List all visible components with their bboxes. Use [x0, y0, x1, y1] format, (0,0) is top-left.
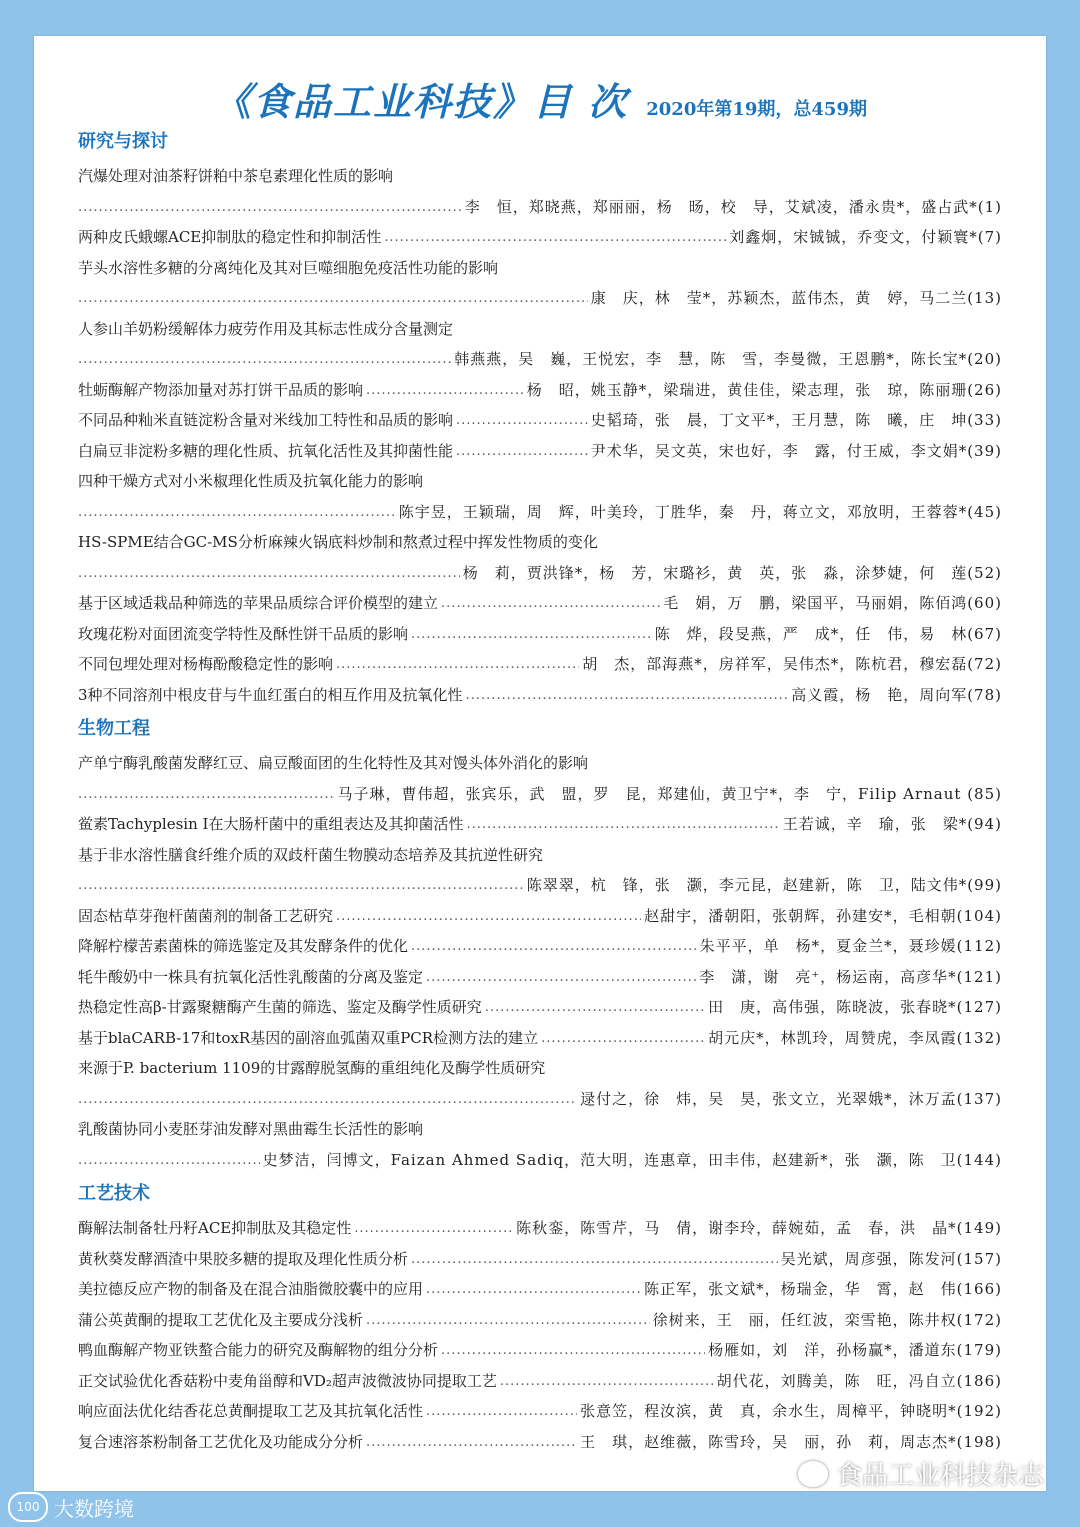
toc-content	[78, 123, 1002, 1457]
authors-page: 刘鑫炯，宋铖铖，乔变文，付颖寰*(7)	[729, 228, 1002, 246]
dot-leader	[384, 223, 726, 253]
authors-page: 陈秋銮，陈雪芹，马 倩，谢李玲，薛婉茹，孟 春，洪 晶*(149)	[516, 1219, 1002, 1237]
authors-page: 史韬琦，张 晨，丁文平*，王月慧，陈 曦，庄 坤(33)	[590, 411, 1002, 429]
dot-leader	[336, 650, 579, 680]
article-title: 汽爆处理对油茶籽饼粕中茶皂素理化性质的影响	[78, 167, 394, 185]
dot-leader	[411, 932, 697, 962]
authors-page: 陈正军，张文斌*，杨瑞金，华 霄，赵 伟(166)	[644, 1280, 1002, 1298]
authors-page: 高义霞，杨 艳，周向军(78)	[791, 685, 1002, 704]
authors-page: 逯付之，徐 炜，吴 昊，张文立，光翠娥*，沐万孟(137)	[580, 1089, 1002, 1108]
article-title: 乳酸菌协同小麦胚芽油发酵对黑曲霉生长活性的影响	[78, 1120, 424, 1138]
dot-leader	[78, 193, 462, 223]
article-title: 鸭血酶解产物亚铁螯合能力的研究及酶解物的组分分析	[78, 1341, 439, 1359]
toc-entry[interactable]	[78, 1084, 1002, 1115]
toc-entry[interactable]	[78, 1053, 1002, 1084]
article-title: 两种皮氏蛾螺ACE抑制肽的稳定性和抑制活性	[78, 228, 382, 246]
article-title: 四种干燥方式对小米椒理化性质及抗氧化能力的影响	[78, 472, 424, 490]
toc-entry[interactable]	[78, 1366, 1002, 1397]
toc-entry[interactable]	[78, 222, 1002, 253]
dot-leader	[426, 1275, 641, 1305]
toc-entry[interactable]	[78, 962, 1002, 993]
section-heading: 生物工程	[78, 718, 150, 739]
toc-entry[interactable]	[78, 344, 1002, 375]
authors-page: 陈翠翠，杭 锋，张 灏，李元昆，赵建新，陈 卫，陆文伟*(99)	[526, 876, 1002, 894]
toc-entry[interactable]	[78, 375, 1002, 406]
authors-page: 杨 莉，贾洪锋*，杨 芳，宋璐衫，黄 英，张 淼，涂梦婕，何 莲(52)	[462, 563, 1002, 582]
dot-leader	[466, 810, 779, 840]
toc-entry[interactable]	[78, 1427, 1002, 1458]
dot-leader	[366, 1428, 577, 1458]
section-heading: 工艺技术	[78, 1183, 150, 1204]
dot-leader	[426, 963, 696, 993]
authors-page: 毛 娟，万 鹏，梁国平，马丽娟，陈佰鸿(60)	[663, 594, 1002, 612]
toc-entry[interactable]	[78, 1305, 1002, 1336]
article-title: 降解柠檬苦素菌株的筛选鉴定及其发酵条件的优化	[78, 937, 409, 955]
authors-page: 李 恒，郑晓燕，郑丽丽，杨 旸，校 导，艾斌凌，潘永贵*，盛占武*(1)	[464, 197, 1002, 216]
article-title: 白扁豆非淀粉多糖的理化性质、抗氧化活性及其抑菌性能	[78, 441, 454, 460]
article-title: HS-SPME结合GC-MS分析麻辣火锅底料炒制和熬煮过程中挥发性物质的变化	[78, 533, 598, 551]
toc-entry[interactable]	[78, 992, 1002, 1023]
article-title: 基于非水溶性膳食纤维介质的双歧杆菌生物膜动态培养及其抗逆性研究	[78, 845, 544, 864]
toc-entry[interactable]	[78, 870, 1002, 901]
article-title: 3种不同溶剂中根皮苷与牛血红蛋白的相互作用及抗氧化性	[78, 685, 463, 704]
toc-entry[interactable]	[78, 840, 1002, 871]
article-title: 热稳定性高β-甘露聚糖酶产生菌的筛选、鉴定及酶学性质研究	[78, 998, 482, 1016]
toc-entry[interactable]	[78, 809, 1002, 840]
section-heading: 研究与探讨	[78, 131, 168, 152]
article-title: 黄秋葵发酵酒渣中果胶多糖的提取及理化性质分析	[78, 1249, 409, 1268]
article-title: 蒲公英黄酮的提取工艺优化及主要成分浅析	[78, 1310, 364, 1329]
toc-entry[interactable]	[78, 1244, 1002, 1275]
dot-leader	[78, 1146, 260, 1176]
toc-entry[interactable]	[78, 619, 1002, 650]
dot-leader	[78, 780, 334, 810]
dot-leader	[411, 1245, 778, 1275]
article-title: 牦牛酸奶中一株具有抗氧化活性乳酸菌的分离及鉴定	[78, 967, 424, 986]
toc-entry[interactable]	[78, 558, 1002, 589]
article-title: 不同品种籼米直链淀粉含量对米线加工特性和品质的影响	[78, 411, 454, 429]
dot-leader	[78, 498, 396, 528]
authors-page: 胡代花，刘腾美，陈 旺，冯自立(186)	[716, 1371, 1002, 1390]
watermark-left-text: 大数跨境	[54, 1496, 134, 1521]
dot-leader	[78, 284, 588, 314]
dot-leader	[426, 1397, 577, 1427]
toc-entry[interactable]	[78, 1114, 1002, 1145]
dot-leader	[541, 1024, 705, 1054]
article-title: 响应面法优化结香花总黄酮提取工艺及其抗氧化活性	[78, 1402, 424, 1420]
dot-leader	[466, 681, 789, 711]
toc-entry[interactable]	[78, 1274, 1002, 1305]
authors-page: 杨 昭，姚玉静*，梁瑞进，黄佳佳，梁志理，张 琼，陈丽珊(26)	[526, 380, 1002, 399]
article-title: 人参山羊奶粉缓解体力疲劳作用及其标志性成分含量测定	[78, 319, 454, 338]
dot-leader	[366, 376, 524, 406]
authors-page: 史梦洁，闫博文，Faizan Ahmed Sadiq，范大明，连惠章，田丰伟，赵建新*，张 灏，陈 卫(144)	[262, 1150, 1002, 1169]
toc-page	[34, 36, 1046, 1491]
authors-page: 胡元庆*，林凯玲，周赞虎，李凤霞(132)	[708, 1028, 1002, 1047]
article-title: 基于blaCARB-17和toxR基因的副溶血弧菌双重PCR检测方法的建立	[78, 1028, 539, 1047]
toc-entry[interactable]	[78, 1213, 1002, 1244]
dot-leader	[78, 345, 451, 375]
authors-page: 胡 杰，部海燕*，房祥军，吴伟杰*，陈杭君，穆宏磊(72)	[582, 655, 1002, 673]
authors-page: 田 庚，高伟强，陈晓波，张春晓*(127)	[708, 998, 1002, 1016]
dot-leader	[441, 1336, 705, 1366]
authors-page: 赵甜宇，潘朝阳，张朝辉，孙建安*，毛相朝(104)	[644, 906, 1002, 925]
journal-title: 《食品工业科技》目 次	[213, 79, 629, 124]
article-title: 固态枯草芽孢杆菌菌剂的制备工艺研究	[78, 906, 334, 925]
dot-leader	[441, 589, 660, 619]
authors-page: 陈宇昱，王颖瑞，周 辉，叶美玲，丁胜华，秦 丹，蒋立文，邓放明，王蓉蓉*(45)	[398, 502, 1002, 521]
watermark-right	[798, 1455, 1044, 1492]
article-title: 来源于P. bacterium 1109的甘露醇脱氢酶的重组纯化及酶学性质研究	[78, 1059, 546, 1077]
authors-page: 吴光斌，周彦强，陈发河(157)	[780, 1249, 1002, 1268]
authors-page: 杨雁如，刘 洋，孙杨赢*，潘道东(179)	[708, 1341, 1002, 1359]
article-title: 基于区域适栽品种筛选的苹果品质综合评价模型的建立	[78, 594, 439, 612]
issue-info: 2020年第19期，总459期	[646, 99, 867, 120]
toc-entry[interactable]	[78, 466, 1002, 497]
dot-leader	[485, 993, 705, 1023]
toc-entry[interactable]	[78, 588, 1002, 619]
authors-page: 马子琳，曹伟超，张宾乐，武 盟，罗 昆，郑建仙，黄卫宁*，李 宁，Filip Arnaut (85)	[337, 784, 1002, 803]
article-title: 芋头水溶性多糖的分离纯化及其对巨噬细胞免疫活性功能的影响	[78, 258, 499, 277]
watermark-right-text: 食品工业科技杂志	[835, 1461, 1044, 1491]
toc-entry[interactable]	[78, 1145, 1002, 1176]
article-title: 正交试验优化香菇粉中麦角甾醇和VD₂超声波微波协同提取工艺	[78, 1371, 497, 1390]
authors-page: 王若诚，辛 瑜，张 梁*(94)	[782, 815, 1002, 833]
dot-leader	[456, 437, 588, 467]
masthead	[34, 62, 1046, 132]
authors-page: 朱平平，单 杨*，夏金兰*，聂珍媛(112)	[699, 937, 1002, 955]
dot-leader	[336, 902, 641, 932]
authors-page: 陈 烨，段旻燕，严 成*，任 伟，易 林(67)	[654, 624, 1002, 643]
authors-page: 尹术华，吴文英，宋也好，李 露，付王威，李文娟*(39)	[590, 441, 1002, 460]
article-title: 美拉德反应产物的制备及在混合油脂微胶囊中的应用	[78, 1280, 424, 1298]
source-logo-icon: 100	[8, 1492, 48, 1522]
authors-page: 徐树来，王 丽，任红波，栾雪艳，陈井权(172)	[652, 1310, 1002, 1329]
toc-entry[interactable]	[78, 436, 1002, 467]
toc-entry[interactable]	[78, 649, 1002, 680]
dot-leader	[456, 406, 588, 436]
toc-entry[interactable]	[78, 1335, 1002, 1366]
toc-entry[interactable]	[78, 161, 1002, 192]
article-title: 牡蛎酶解产物添加量对苏打饼干品质的影响	[78, 380, 364, 399]
toc-entry[interactable]	[78, 931, 1002, 962]
authors-page: 王 琪，赵维薇，陈雪玲，吴 丽，孙 莉，周志杰*(198)	[580, 1432, 1002, 1451]
toc-entry[interactable]	[78, 497, 1002, 528]
authors-page: 张意笠，程汝滨，黄 真，余水生，周樟平，钟晓明*(192)	[580, 1402, 1002, 1420]
watermark-left	[8, 1492, 134, 1522]
article-title: 玫瑰花粉对面团流变学特性及酥性饼干品质的影响	[78, 624, 409, 643]
authors-page: 李 潇，谢 亮⁺，杨运南，高彦华*(121)	[699, 967, 1002, 986]
article-title: 复合速溶茶粉制备工艺优化及功能成分分析	[78, 1432, 364, 1451]
toc-entry[interactable]	[78, 748, 1002, 779]
dot-leader	[78, 871, 524, 901]
toc-entry[interactable]	[78, 314, 1002, 345]
toc-entry[interactable]	[78, 901, 1002, 932]
authors-page: 韩燕燕，吴 巍，王悦宏，李 慧，陈 雪，李曼微，王恩鹏*，陈长宝*(20)	[454, 350, 1002, 368]
dot-leader	[78, 1085, 577, 1115]
article-title: 不同包埋处理对杨梅酚酸稳定性的影响	[78, 655, 334, 673]
toc-entry[interactable]	[78, 283, 1002, 314]
toc-entry[interactable]	[78, 1396, 1002, 1427]
toc-entry[interactable]	[78, 1023, 1002, 1054]
dot-leader	[366, 1306, 650, 1336]
toc-entry[interactable]	[78, 527, 1002, 558]
dot-leader	[500, 1367, 714, 1397]
toc-entry[interactable]	[78, 680, 1002, 711]
dot-leader	[78, 559, 460, 589]
article-title: 鲎素Tachyplesin Ⅰ在大肠杆菌中的重组表达及其抑菌活性	[78, 815, 464, 833]
wechat-icon	[798, 1461, 828, 1487]
authors-page: 康 庆，林 莹*，苏颖杰，蓝伟杰，黄 婷，马二兰(13)	[590, 289, 1002, 307]
dot-leader	[354, 1214, 513, 1244]
toc-entry[interactable]	[78, 779, 1002, 810]
article-title: 产单宁酶乳酸菌发酵红豆、扁豆酸面团的生化特性及其对馒头体外消化的影响	[78, 754, 589, 772]
article-title: 酶解法制备牡丹籽ACE抑制肽及其稳定性	[78, 1219, 352, 1237]
toc-entry[interactable]	[78, 253, 1002, 284]
toc-entry[interactable]	[78, 192, 1002, 223]
toc-entry[interactable]	[78, 405, 1002, 436]
dot-leader	[411, 620, 652, 650]
